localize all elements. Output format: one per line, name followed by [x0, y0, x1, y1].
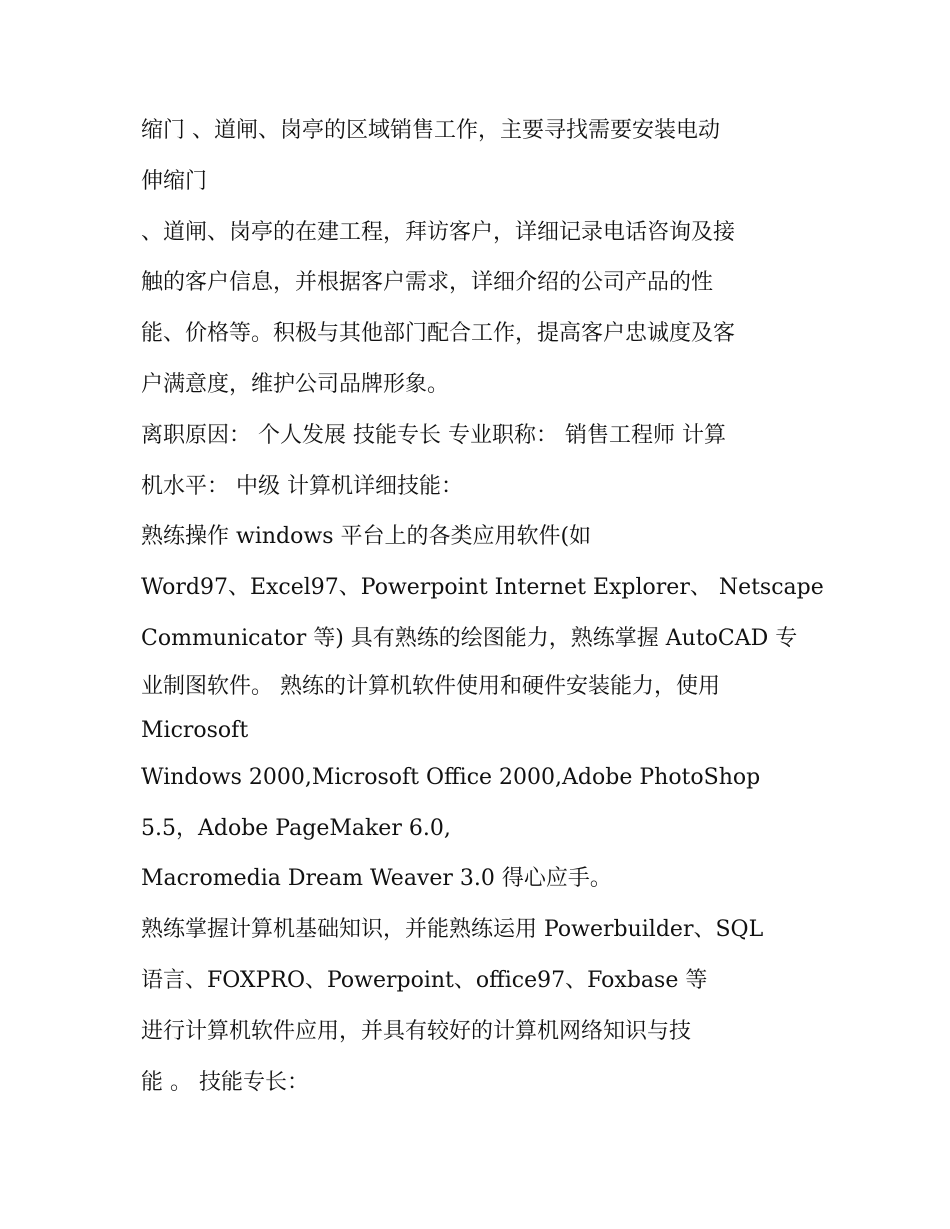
text-line: 熟练掌握计算机基础知识，并能熟练运用 Powerbuilder、SQL — [141, 917, 764, 943]
document-body — [141, 106, 824, 1108]
text-line: 语言、FOXPRO、Powerpoint、office97、Foxbase 等 — [141, 967, 708, 993]
text-line: 户满意度，维护公司品牌形象。 — [141, 371, 450, 397]
text-line: 业制图软件。 熟练的计算机软件使用和硬件安装能力，使用 — [141, 673, 720, 699]
text-line: 能、价格等。积极与其他部门配合工作，提高客户忠诚度及客 — [141, 321, 736, 347]
text-line: 进行计算机软件应用，并具有较好的计算机网络知识与技 — [141, 1018, 692, 1044]
text-line: Microsoft — [141, 717, 249, 743]
text-line: 机水平： 中级 计算机详细技能： — [141, 473, 463, 499]
text-line: Windows 2000,Microsoft Office 2000,Adobe PhotoShop — [141, 764, 761, 790]
text-line: 、道闸、岗亭的在建工程，拜访客户，详细记录电话咨询及接 — [141, 219, 736, 245]
text-line: 能 。 技能专长： — [141, 1069, 309, 1095]
text-line: 熟练操作 windows 平台上的各类应用软件(如 — [141, 524, 592, 550]
text-line: 缩门 、道闸、岗亭的区域销售工作，主要寻找需要安装电动 — [141, 118, 720, 143]
text-line: 伸缩门 — [141, 168, 208, 194]
text-line: Macromedia Dream Weaver 3.0 得心应手。 — [141, 866, 612, 892]
text-line: 离职原因： 个人发展 技能专长 专业职称： 销售工程师 计算 — [141, 422, 726, 448]
text-line: Word97、Excel97、Powerpoint Internet Explorer、 Netscape — [141, 575, 824, 601]
text-line: 5.5，Adobe PageMaker 6.0, — [141, 815, 451, 841]
text-line: 触的客户信息，并根据客户需求，详细介绍的公司产品的性 — [141, 270, 714, 296]
text-line: Communicator 等) 具有熟练的绘图能力，熟练掌握 AutoCAD 专 — [141, 625, 798, 651]
